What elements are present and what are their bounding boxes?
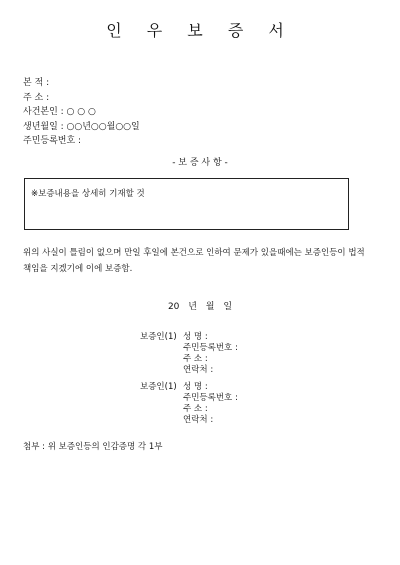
field-address: 주 소 : xyxy=(23,93,50,103)
field-resident-number: 주민등록번호 : xyxy=(23,136,82,146)
guarantor-label: 보증인(1) xyxy=(140,332,177,342)
guarantor-address-label: 주 소 : xyxy=(183,404,208,414)
document-title: 인 우 보 증 서 xyxy=(106,21,294,40)
paragraph-line-2: 책임을 지겠기에 이에 보증함. xyxy=(23,264,133,274)
field-subject-person: 사건본인 : ○ ○ ○ xyxy=(23,107,96,117)
guarantor-label: 보증인(1) xyxy=(140,382,177,392)
guarantor-address-label: 주 소 : xyxy=(183,354,208,364)
section-title: - 보 증 사 항 - xyxy=(172,158,228,168)
box-instruction: ※보증내용을 상세히 기재할 것 xyxy=(31,189,145,199)
guarantor-id-label: 주민등록번호 : xyxy=(183,343,238,353)
guarantor-id-label: 주민등록번호 : xyxy=(183,393,238,403)
field-birth-date: 생년월일 : ○○년○○월○○일 xyxy=(23,122,140,132)
field-domicile: 본 적 : xyxy=(23,78,50,88)
attachment-note: 첨부 : 위 보증인등의 인감증명 각 1부 xyxy=(23,442,163,452)
guarantor-name-label: 성 명 : xyxy=(183,382,208,392)
guarantor-contact-label: 연락처 : xyxy=(183,415,214,425)
date-line: 20 년 월 일 xyxy=(167,302,233,312)
guarantor-name-label: 성 명 : xyxy=(183,332,208,342)
guarantor-contact-label: 연락처 : xyxy=(183,365,214,375)
paragraph-line-1: 위의 사실이 틀림이 없으며 만일 후일에 본건으로 인하여 문제가 있을때에는 보증인등이 법적 xyxy=(23,248,365,258)
guarantee-details-box xyxy=(24,178,349,230)
